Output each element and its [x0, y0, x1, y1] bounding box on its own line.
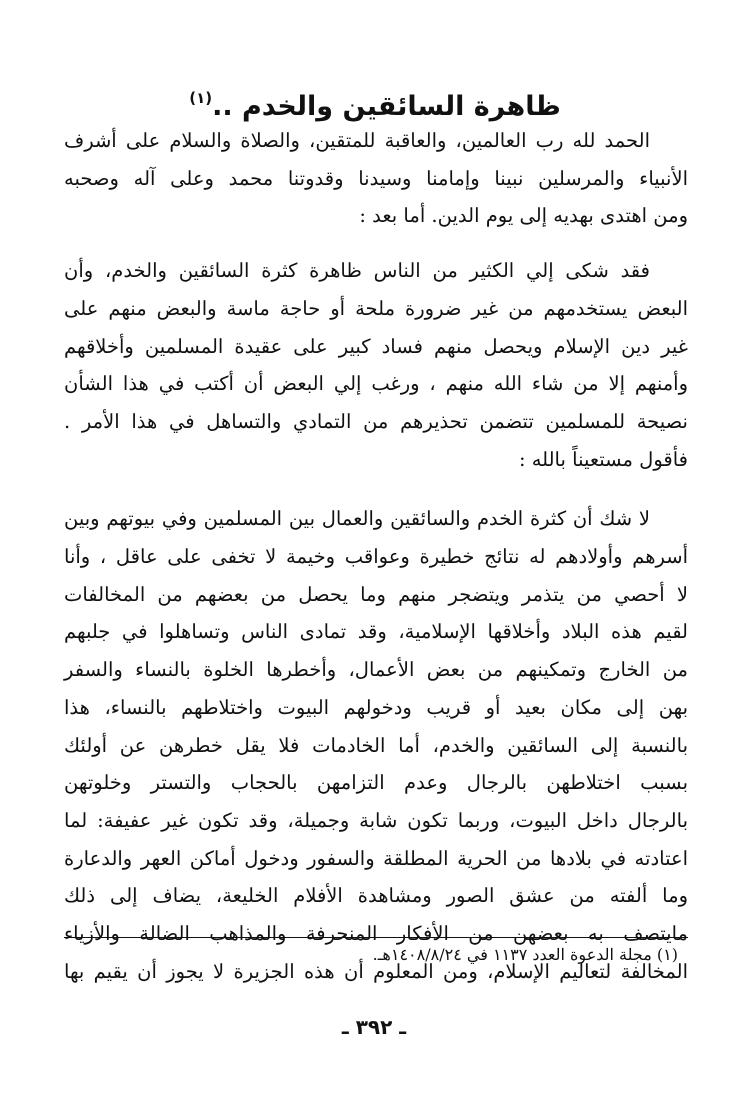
- text-line: فأقول مستعيناً بالله :: [518, 447, 688, 471]
- page-number: ـ ٣٩٢ ـ: [341, 1015, 407, 1039]
- text-line: لقيم هذه البلاد وأخلاقها الإسلامية، وقد تمادى الناس وتساهلوا في جلبهم: [64, 620, 688, 644]
- text-line: وما ألفته من عشق الصور ومشاهدة الأفلام الخليعة، يضاف إلى ذلك: [64, 884, 688, 908]
- text-line: بهن إلى مكان بعيد أو قريب ودخولهم البيوت واختلاطهم بالنساء، هذا: [64, 695, 688, 719]
- text-line: أسرهم وأولادهم له نتائج خطيرة وعواقب وخيمة لا تخفى على عاقل ، وأنا: [64, 545, 688, 569]
- text-line: الحمد لله رب العالمين، والعاقبة للمتقين، والصلاة والسلام على أشرف: [64, 129, 650, 152]
- text-line: لا شك أن كثرة الخدم والسائقين والعمال بين المسلمين وفي بيوتهم وبين: [64, 507, 650, 531]
- text-line: المخالفة لتعاليم الإسلام، ومن المعلوم أن هذه الجزيرة لا يجوز أن يقيم بها: [64, 959, 688, 983]
- text-line: نصيحة للمسلمين تتضمن تحذيرهم من التمادي والتساهل في هذا الأمر .: [64, 409, 688, 433]
- body-text: [64, 122, 688, 990]
- text-line: غير دين الإسلام ويحصل منهم فساد كبير على عقيدة المسلمين وأخلاقهم: [64, 334, 688, 358]
- chapter-title-text: ظاهرة السائقين والخدم ..: [212, 91, 561, 122]
- text-line: اعتادته في بلادها من الحرية المطلقة والسفور ودخول أماكن العهر والدعارة: [64, 846, 688, 870]
- paragraph-complaint: [64, 252, 688, 478]
- text-line: الأنبياء والمرسلين نبينا وإمامنا وسيدنا وقدوتنا محمد وعلى آله وصحبه: [64, 166, 688, 190]
- text-line: وأمنهم إلا من شاء الله منهم ، ورغب إلي البعض أن أكتب في هذا الشأن: [64, 372, 688, 396]
- footnote: (١) مجلة الدعوة العدد ١١٣٧ في ١٤٠٨/٨/٢٤هـ.: [372, 945, 678, 964]
- text-line: بسبب اختلاطهن بالرجال وعدم التزامهن بالحجاب والتستر وخلوتهن: [64, 771, 688, 795]
- text-line: ومن اهتدى بهديه إلى يوم الدين. أما بعد :: [359, 204, 688, 228]
- text-line: فقد شكى إلي الكثير من الناس ظاهرة كثرة السائقين والخدم، وأن: [64, 259, 650, 283]
- chapter-title: [0, 78, 748, 127]
- text-line: بالرجال داخل البيوت، وربما تكون شابة وجميلة، وقد تكون غير عفيفة: لما: [64, 808, 688, 832]
- paragraph-main: [64, 500, 688, 990]
- title-footnote-marker: (١): [189, 89, 213, 107]
- paragraph-intro: [64, 122, 688, 235]
- footnote-divider: [64, 937, 688, 938]
- text-line: مايتصف به بعضهن من الأفكار المنحرفة والمذاهب الضالة والأزياء: [64, 922, 688, 946]
- text-line: من الخارج وتمكينهم من بعض الأعمال، وأخطرها الخلوة بالنساء والسفر: [64, 658, 688, 682]
- text-line: لا أحصي من يتذمر ويتضجر منهم وما يحصل من بعضهم من المخالفات: [64, 582, 688, 606]
- text-line: البعض يستخدمهم من غير ضرورة ملحة أو حاجة ماسة والبعض منهم على: [64, 296, 688, 320]
- text-line: بالنسبة إلى السائقين والخدم، أما الخادمات فلا يقل خطرهن عن أولئك: [64, 733, 688, 757]
